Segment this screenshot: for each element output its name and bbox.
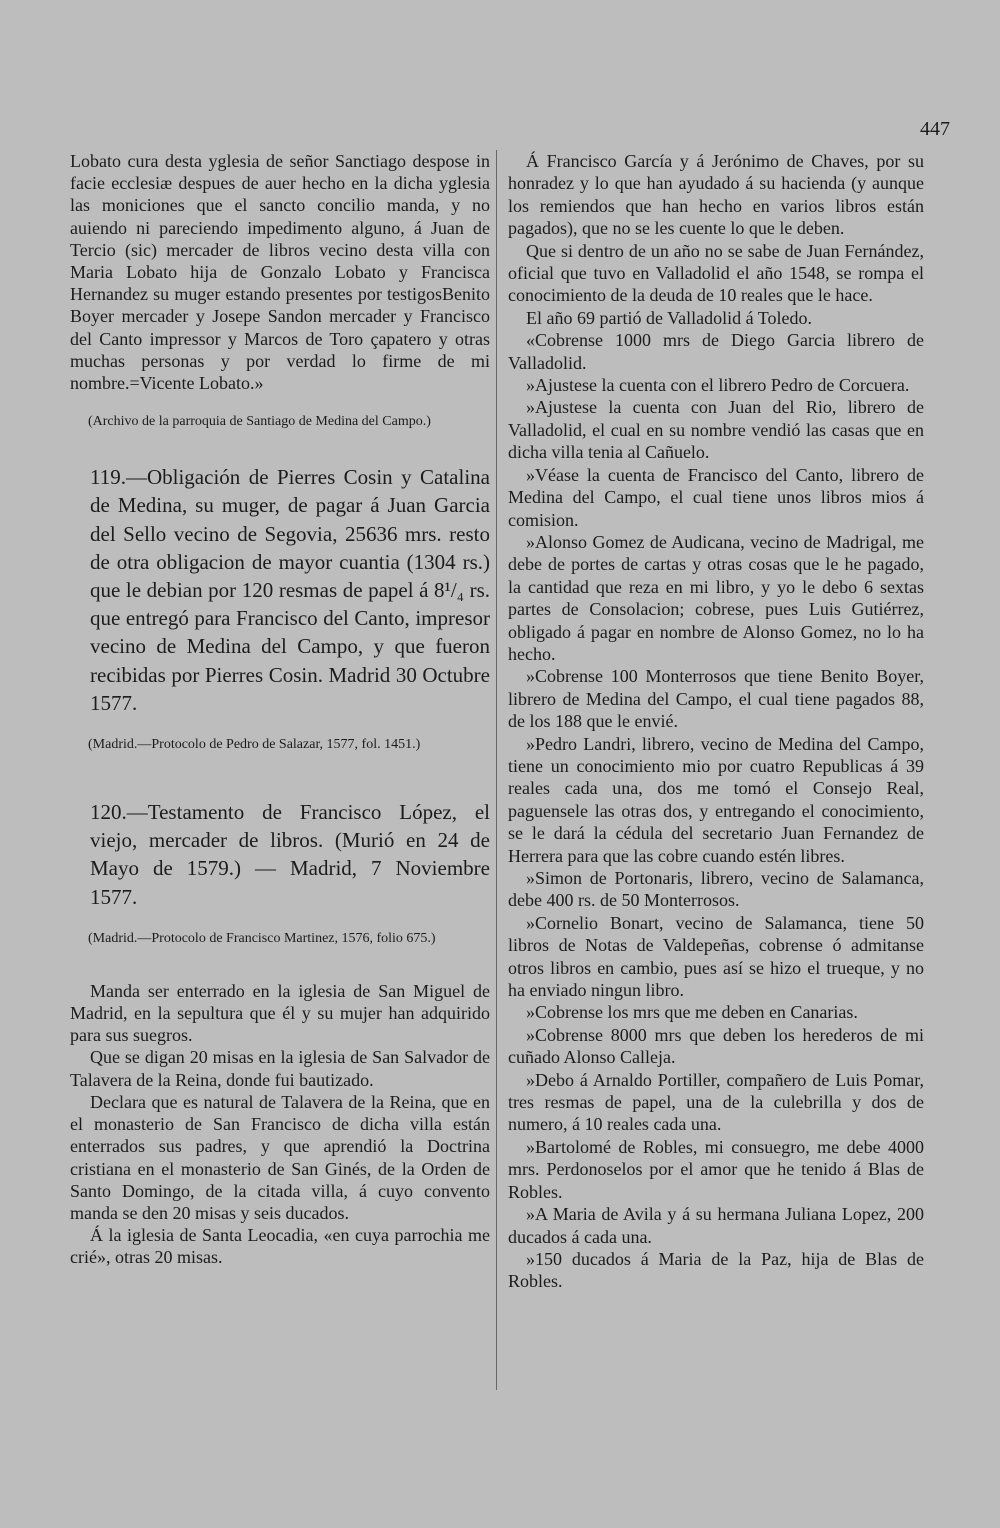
paragraph: Lobato cura desta yglesia de señor Sanctiago despose in facie ecclesiæ despues de auer hecho en la dicha yglesia las moniciones que el sancto concilio manda, y no auiendo ni pareciendo impedimento alguno, á Juan de Tercio (sic) mercader de libros vecino desta villa con Maria Lobato hija de Gonzalo Lobato y Francisca Hernandez su muger estando presentes por testigosBenito Boyer mercader y Josepe Sandon mercader y Francisco del Canto impressor y Marcos de Toro çapatero y otras muchas personas y por verdad lo firme de mi nombre.=Vicente Lobato.» bbox=[70, 151, 490, 394]
paragraph: »Véase la cuenta de Francisco del Canto, librero de Medina del Campo, el cual tiene unos libros mios á comision. bbox=[508, 464, 924, 530]
paragraph: »Ajustese la cuenta con el librero Pedro de Corcuera. bbox=[526, 375, 910, 396]
source-note: (Archivo de la parroquia de Santiago de Medina del Campo.) bbox=[88, 414, 431, 430]
entry-119: 119.—Obligación de Pierres Cosin y Catalina de Medina, su muger, de pagar á Juan Garcia del Sello vecino de Segovia, 25636 mrs. resto de otra obligacion de mayor cuantia (1304 rs.) que le debian por 120 resmas de papel á 8¹/₄ rs. que entregó para Francisco del Canto, impresor vecino de Medina del Campo, y que fueron recibidas por Pierres Cosin. Madrid 30 Octubre 1577. bbox=[90, 465, 490, 715]
right-column bbox=[508, 150, 924, 1293]
paragraph: »Pedro Landri, librero, vecino de Medina del Campo, tiene un conocimiento mio por cuatro Republicas á 39 reales cada una, dos me tomó el Consejo Real, paguensele las otras dos, y entregando el conocimiento, se le dará la cédula del secretario Juan Fernandez de Herrera para que las cobre cuando estén libres. bbox=[508, 733, 924, 866]
paragraph: »Simon de Portonaris, librero, vecino de Salamanca, debe 400 rs. de 50 Monterrosos. bbox=[508, 868, 924, 911]
paragraph: »A Maria de Avila y á su hermana Juliana Lopez, 200 ducados á cada una. bbox=[508, 1204, 924, 1247]
paragraph: »Cobrense los mrs que me deben en Canarias. bbox=[526, 1002, 858, 1023]
source-note: (Madrid.—Protocolo de Francisco Martinez, 1576, folio 675.) bbox=[88, 930, 436, 946]
paragraph: »Debo á Arnaldo Portiller, compañero de Luis Pomar, tres resmas de papel, una de la culebrilla y dos de numero, á 10 reales cada una. bbox=[508, 1069, 924, 1135]
paragraph: »Ajustese la cuenta con Juan del Rio, librero de Valladolid, el cual en su nombre vendió las casas que en dicha villa tenia al Cañuelo. bbox=[508, 397, 924, 463]
paragraph: »Cobrense 8000 mrs que deben los herederos de mi cuñado Alonso Calleja. bbox=[508, 1024, 924, 1068]
column-divider bbox=[496, 150, 497, 1390]
page-number: 447 bbox=[920, 118, 950, 140]
paragraph: «Cobrense 1000 mrs de Diego Garcia librero de Valladolid. bbox=[508, 330, 924, 373]
paragraph: »Cornelio Bonart, vecino de Salamanca, tiene 50 libros de Notas de Valdepeñas, cobrense ó admitanse otros libros en cambio, pues así se hizo el trueque, y no ha enviado ningun libro. bbox=[508, 912, 924, 1001]
paragraph: Á Francisco García y á Jerónimo de Chaves, por su honradez y lo que han ayudado á su hacienda (y aunque los remiendos que han hecho en varios libros están pagados), que no se les cuente lo que le deben. bbox=[508, 151, 924, 239]
paragraph: Manda ser enterrado en la iglesia de San Miguel de Madrid, en la sepultura que él y su mujer han adquirido para sus suegros. bbox=[70, 980, 490, 1046]
left-column bbox=[70, 150, 490, 1269]
source-note: (Madrid.—Protocolo de Pedro de Salazar, 1577, fol. 1451.) bbox=[88, 737, 421, 753]
paragraph: Á la iglesia de Santa Leocadia, «en cuya parrochia me crié», otras 20 misas. bbox=[70, 1225, 490, 1268]
paragraph: El año 69 partió de Valladolid á Toledo. bbox=[526, 307, 813, 328]
paragraph: Que se digan 20 misas en la iglesia de San Salvador de Talavera de la Reina, donde fui bautizado. bbox=[70, 1047, 490, 1090]
paragraph: »Cobrense 100 Monterrosos que tiene Benito Boyer, librero de Medina del Campo, el cual tiene pagados 88, de los 188 que le envié. bbox=[508, 666, 924, 732]
entry-120: 120.—Testamento de Francisco López, el viejo, mercader de libros. (Murió en 24 de Mayo de 1579.) — Madrid, 7 Noviembre 1577. bbox=[90, 800, 490, 909]
paragraph: »Alonso Gomez de Audicana, vecino de Madrigal, me debe de portes de cartas y otras cosas que le he pagado, la cantidad que reza en mi libro, y yo le debo 6 sextas partes de Consolacion; cobrese, pues Luis Gutiérrez, obligado á pagar en nombre de Alonso Gomez, no lo ha hecho. bbox=[508, 531, 924, 664]
paragraph: »Bartolomé de Robles, mi consuegro, me debe 4000 mrs. Perdonoselos por el amor que he tenido á Blas de Robles. bbox=[508, 1136, 924, 1202]
paragraph: Que si dentro de un año no se sabe de Juan Fernández, oficial que tuvo en Valladolid el año 1548, se rompa el conocimiento de la deuda de 10 reales que le hace. bbox=[508, 240, 924, 306]
paragraph: Declara que es natural de Talavera de la Reina, que en el monasterio de San Francisco de dicha villa están enterrados sus padres, y que aprendió la Doctrina cristiana en el monasterio de San Ginés, de la Orden de Santo Domingo, de la citada villa, á cuyo convento manda se den 20 misas y seis ducados. bbox=[70, 1091, 490, 1223]
paragraph: »150 ducados á Maria de la Paz, hija de Blas de Robles. bbox=[508, 1248, 924, 1292]
